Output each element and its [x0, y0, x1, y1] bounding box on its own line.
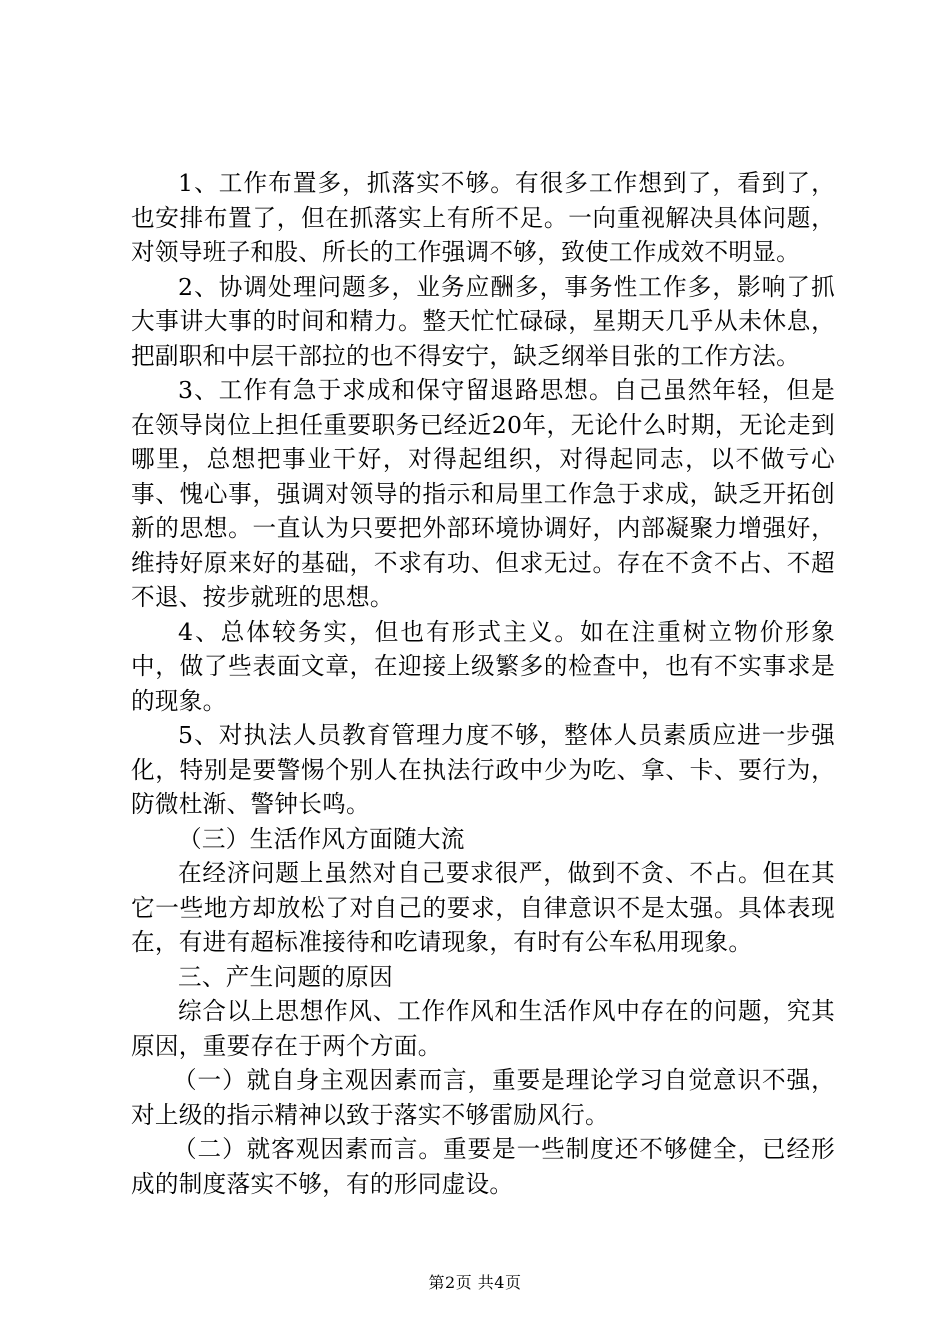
paragraph-lifestyle: 在经济问题上虽然对自己要求很严，做到不贪、不占。但在其它一些地方却放松了对自己的要求，自律意识不是太强。具体表现在，有进有超标准接待和吃请现象，有时有公车私用现象。 [131, 859, 835, 956]
paragraph-subjective-cause: （一）就自身主观因素而言，重要是理论学习自觉意识不强，对上级的指示精神以致于落实不够雷励风行。 [131, 1066, 835, 1129]
paragraph-item-1: 1、工作布置多，抓落实不够。有很多工作想到了，看到了，也安排布置了，但在抓落实上有所不足。一向重视解决具体问题，对领导班子和股、所长的工作强调不够，致使工作成效不明显。 [131, 169, 835, 266]
paragraph-item-4: 4、总体较务实，但也有形式主义。如在注重树立物价形象中，做了些表面文章，在迎接上级繁多的检查中，也有不实事求是的现象。 [131, 617, 835, 715]
document-body [131, 166, 835, 1201]
paragraph-causes-summary: 综合以上思想作风、工作作风和生活作风中存在的问题，究其原因，重要存在于两个方面。 [131, 997, 835, 1060]
paragraph-item-3: 3、工作有急于求成和保守留退路思想。自己虽然年轻，但是在领导岗位上担任重要职务已经近20年，无论什么时期，无论走到哪里，总想把事业干好，对得起组织，对得起同志，以不做亏心事、愧心事，强调对领导的指示和局里工作急于求成，缺乏开拓创新的思想。一直认为只要把外部环境协调好，内部凝聚力增强好，维持好原来好的基础，不求有功、但求无过。存在不贪不占、不超不退、按步就班的思想。 [131, 376, 835, 611]
paragraph-item-5: 5、对执法人员教育管理力度不够，整体人员素质应进一步强化，特别是要警惕个别人在执法行政中少为吃、拿、卡、要行为，防微杜渐、警钟长鸣。 [131, 721, 835, 818]
paragraph-objective-cause: （二）就客观因素而言。重要是一些制度还不够健全，已经形成的制度落实不够，有的形同虚设。 [131, 1135, 835, 1198]
section-heading-causes: 三、产生问题的原因 [178, 962, 394, 991]
paragraph-item-2: 2、协调处理问题多，业务应酬多，事务性工作多，影响了抓大事讲大事的时间和精力。整天忙忙碌碌，星期天几乎从未休息，把副职和中层干部拉的也不得安宁，缺乏纲举目张的工作方法。 [131, 272, 835, 370]
section-heading-lifestyle: （三）生活作风方面随大流 [178, 824, 465, 853]
page-number-footer: 第2页 共4页 [428, 1273, 522, 1292]
